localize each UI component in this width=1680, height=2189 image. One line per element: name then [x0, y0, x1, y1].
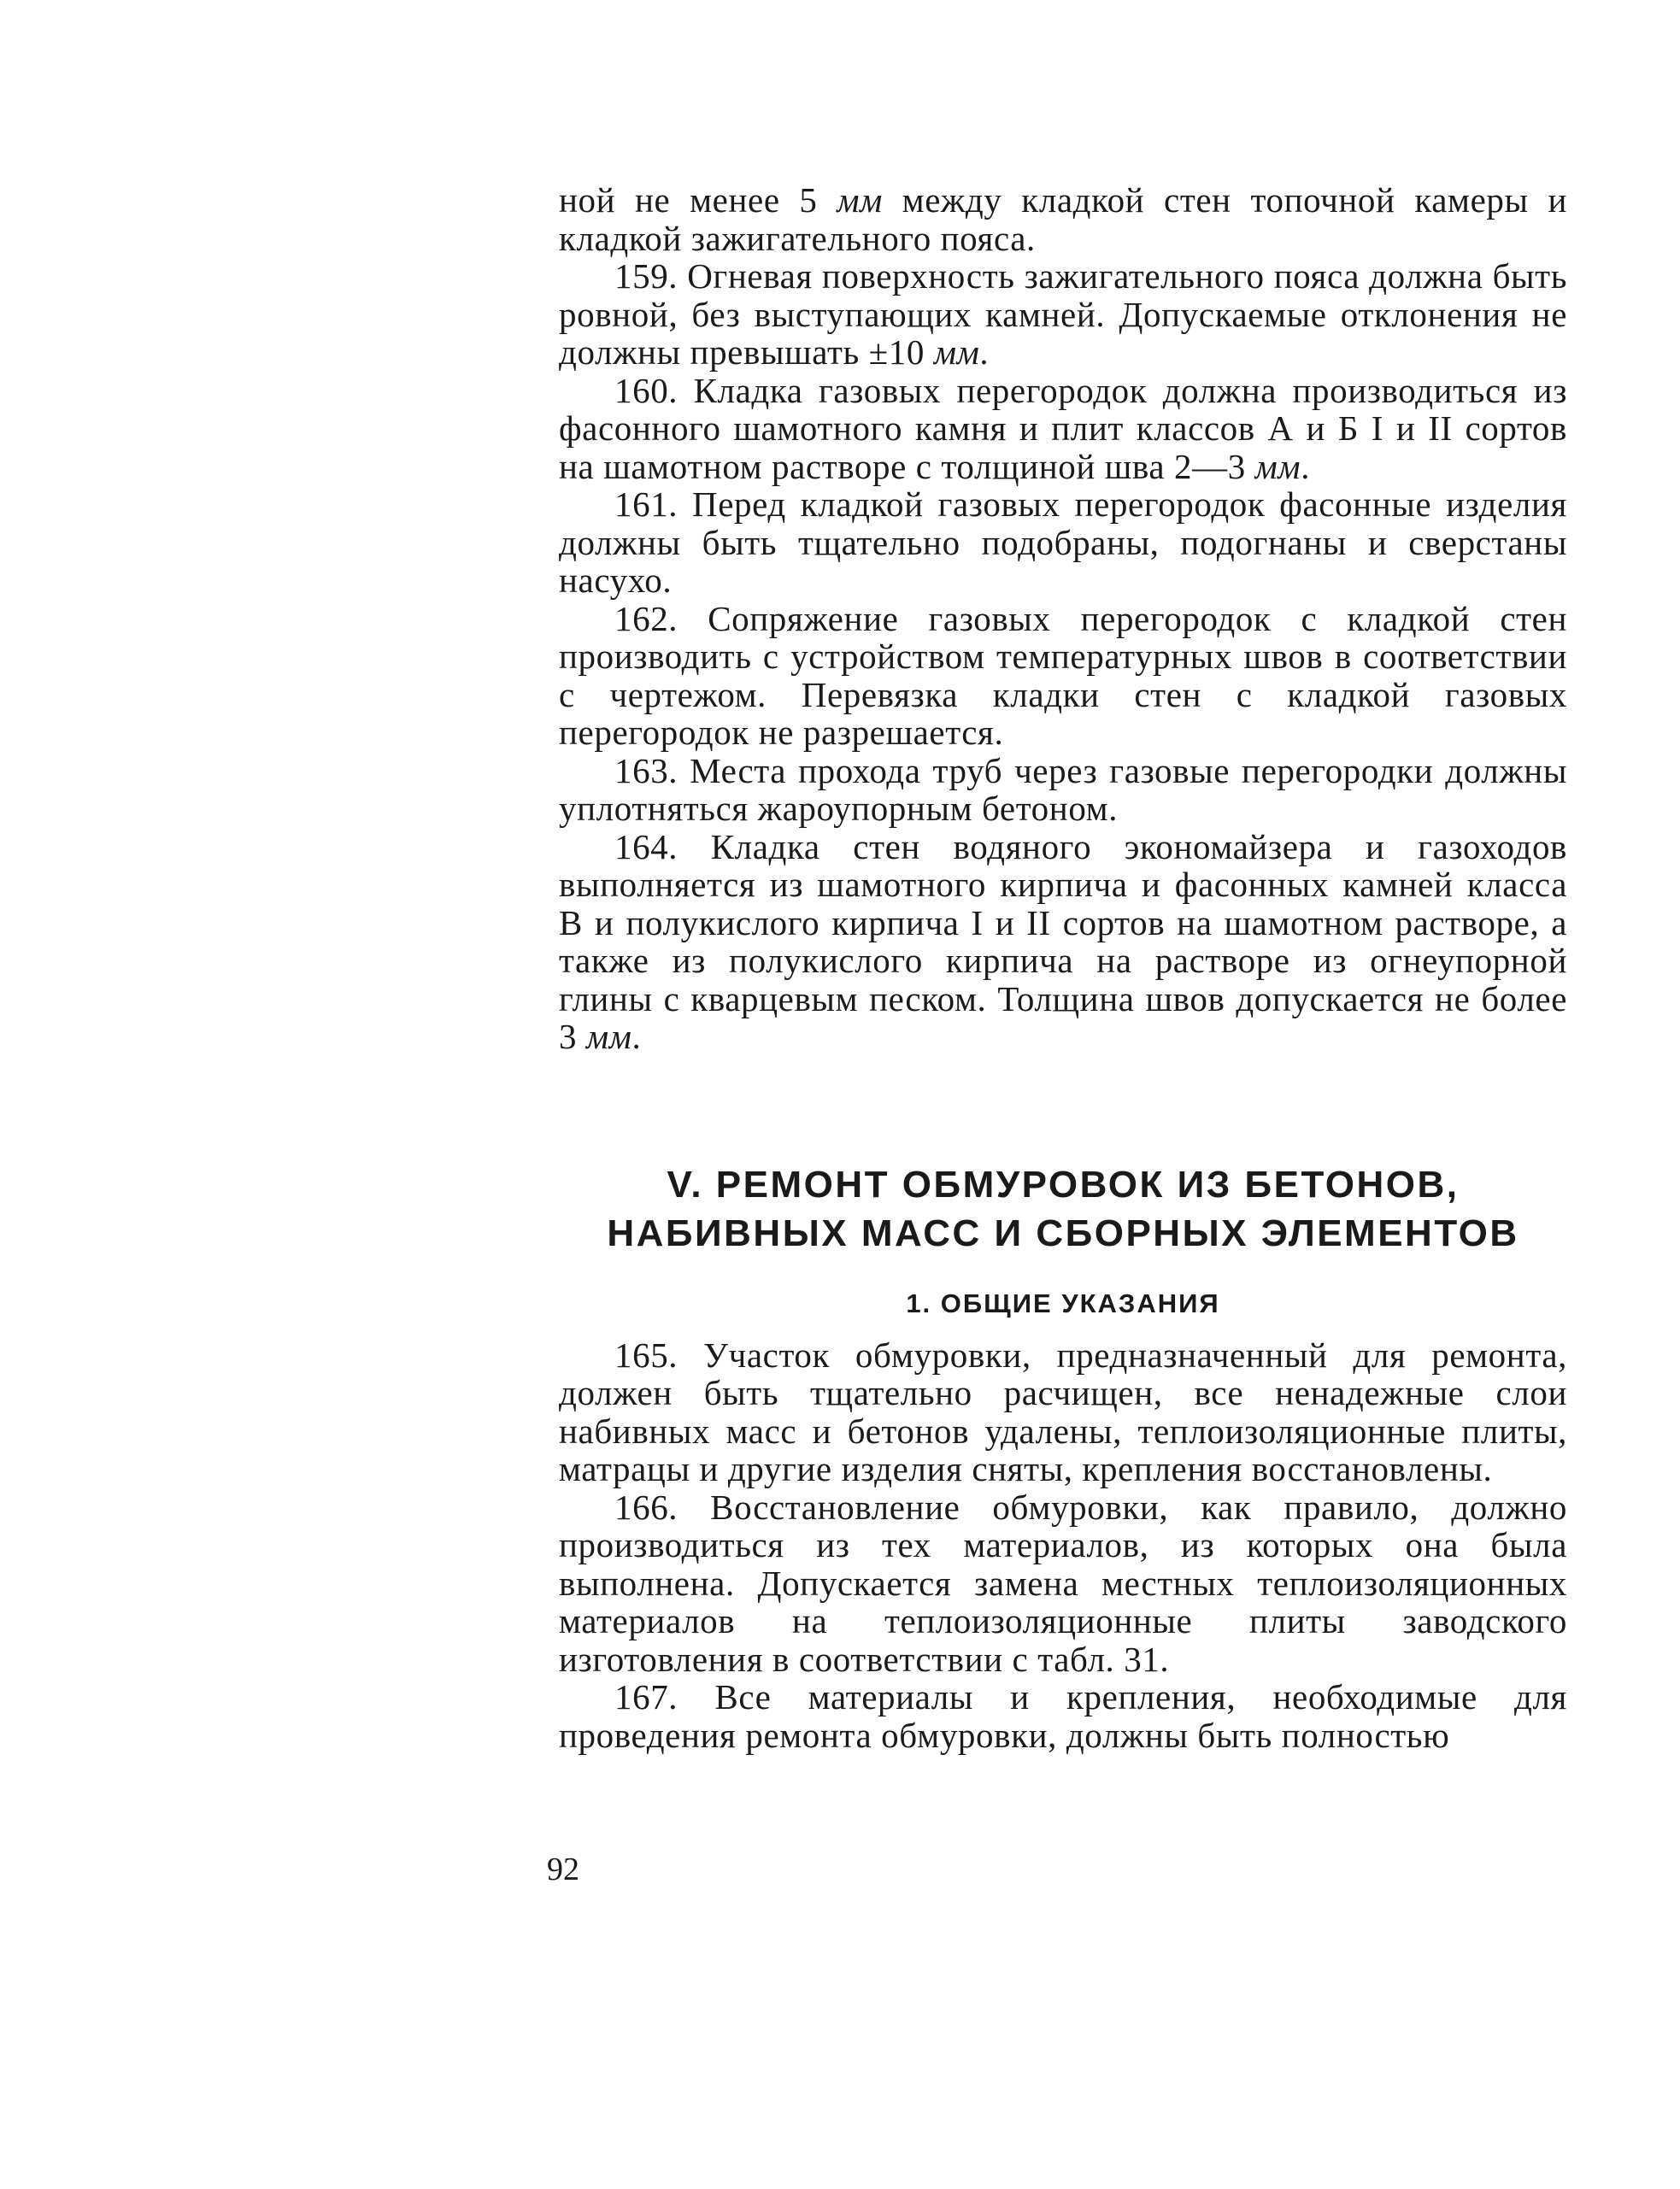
text-block-top — [559, 181, 1567, 1056]
paragraph-text: . — [979, 332, 990, 372]
paragraph-p165 — [559, 1336, 1567, 1488]
text-block-bottom — [559, 1336, 1567, 1755]
paragraph-text: 161. Перед кладкой газовых перегородок фасонные изделия должны быть тщательно подобраны, подогнаны и сверстаны насухо. — [559, 484, 1567, 600]
paragraph-text: . — [631, 1017, 642, 1056]
page-number: 92 — [547, 1852, 579, 1887]
unit-mm: мм — [585, 1017, 632, 1056]
paragraph-text: 165. Участок обмуровки, предназначенный для ремонта, должен быть тщательно расчищен, все ненадежные слои набивных масс и бетонов удалены, теплоизоляционные плиты, матрацы и другие изделия сняты, крепления восстановлены. — [559, 1335, 1567, 1488]
paragraph-text: ной не менее 5 — [559, 180, 837, 220]
unit-mm: мм — [933, 332, 980, 372]
paragraph-p162 — [559, 600, 1567, 752]
paragraph-text: 164. Кладка стен водяного экономайзера и газоходов выполняется из шамотного кирпича и фасонных камней класса В и полукислого кирпича I и II сортов на шамотном растворе, а также из полукислого кирпича на растворе из огнеупорной глины с кварцевым песком. Толщина швов допускается не более 3 — [559, 826, 1567, 1056]
section-heading — [559, 1160, 1567, 1258]
paragraph-text: 159. Огневая поверхность зажигательного пояса должна быть ровной, без выступающих камней. Допускаемые отклонения не должны превышать ±10 — [559, 256, 1567, 372]
paragraph-p160 — [559, 372, 1567, 486]
unit-mm: мм — [1254, 446, 1301, 486]
paragraph-p166 — [559, 1488, 1567, 1679]
section-heading-line-2: НАБИВНЫХ МАСС И СБОРНЫХ ЭЛЕМЕНТОВ — [607, 1212, 1519, 1254]
paragraph-text: 162. Сопряжение газовых перегородок с кладкой стен производить с устройством температурных швов в соответствии с чертежом. Перевязка кладки стен с кладкой газовых перегородок не разрешается. — [559, 598, 1567, 752]
paragraph-text: 163. Места прохода труб через газовые перегородки должны уплотняться жароупорным бетоном. — [559, 750, 1567, 828]
paragraph-p159 — [559, 257, 1567, 372]
paragraph-p167 — [559, 1678, 1567, 1754]
subsection-heading: 1. ОБЩИЕ УКАЗАНИЯ — [906, 1288, 1220, 1318]
paragraph-text: 160. Кладка газовых перегородок должна производиться из фасонного шамотного камня и плит классов А и Б I и II сортов на шамотном растворе с толщиной шва 2—3 — [559, 370, 1567, 486]
paragraph-p161 — [559, 485, 1567, 600]
page-text-column — [559, 181, 1567, 1754]
unit-mm: мм — [837, 180, 883, 220]
section-heading-line-1: V. РЕМОНТ ОБМУРОВОК ИЗ БЕТОНОВ, — [667, 1163, 1460, 1206]
paragraph-text: между кладкой стен топочной камеры и кладкой зажигательного пояса. — [559, 180, 1567, 258]
paragraph-cont — [559, 181, 1567, 257]
paragraph-text: . — [1301, 446, 1311, 486]
paragraph-text: 166. Восстановление обмуровки, как правило, должно производиться из тех материалов, из которых она была выполнена. Допускается замена местных теплоизоляционных материалов на теплоизоляционные плиты заводского изготовления в соответствии с табл. 31. — [559, 1487, 1567, 1679]
paragraph-text: 167. Все материалы и крепления, необходимые для проведения ремонта обмуровки, должны быть полностью — [559, 1677, 1567, 1755]
paragraph-p163 — [559, 752, 1567, 828]
paragraph-p164 — [559, 828, 1567, 1056]
